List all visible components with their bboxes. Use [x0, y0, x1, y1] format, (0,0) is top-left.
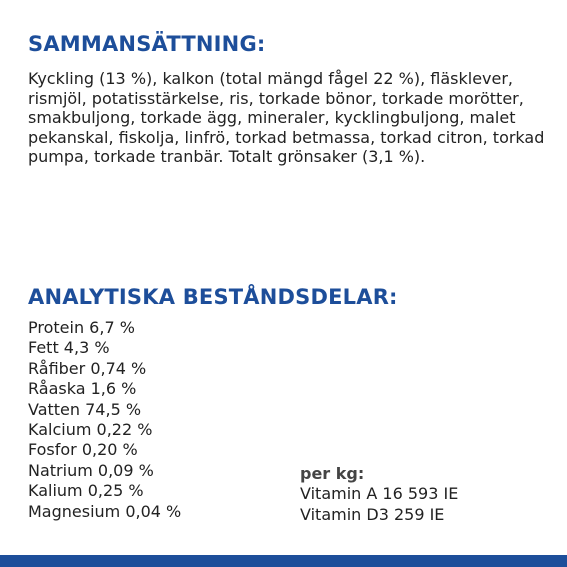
analysis-item-ash: Råaska 1,6 % [28, 379, 137, 399]
composition-text: Kyckling (13 %), kalkon (total mängd fågel 22 %), fläsklever, rismjöl, potatisstärkelse, ris, torkade bönor, torkade morötter, smakbuljong, torkade ägg, mineraler, kycklingbuljong, malet pekanskal, fiskolja, linfrö, torkad betmassa, torkad citron, torkad pumpa, torkade tranbär. Totalt grönsaker (3,1 %). [28, 69, 545, 166]
analysis-heading: ANALYTISKA BESTÅNDSDELAR: [28, 285, 398, 309]
analysis-item-potassium: Kalium 0,25 % [28, 481, 144, 501]
per-kg-vitamin-a: Vitamin A 16 593 IE [300, 484, 459, 504]
per-kg-vitamin-d3: Vitamin D3 259 IE [300, 504, 445, 524]
analysis-item-sodium: Natrium 0,09 % [28, 460, 154, 480]
analysis-item-magnesium: Magnesium 0,04 % [28, 501, 182, 521]
per-kg-block [300, 464, 458, 525]
analysis-item-protein: Protein 6,7 % [28, 318, 135, 337]
footer-bar [0, 555, 567, 567]
per-kg-label: per kg: [300, 464, 365, 483]
analysis-item-fiber: Råfiber 0,74 % [28, 358, 147, 378]
analysis-item-water: Vatten 74,5 % [28, 399, 142, 419]
analysis-item-calcium: Kalcium 0,22 % [28, 420, 153, 440]
analysis-item-fat: Fett 4,3 % [28, 338, 110, 358]
analysis-list [28, 318, 181, 522]
composition-heading: SAMMANSÄTTNING: [28, 32, 266, 56]
analysis-item-phosphorus: Fosfor 0,20 % [28, 440, 138, 460]
